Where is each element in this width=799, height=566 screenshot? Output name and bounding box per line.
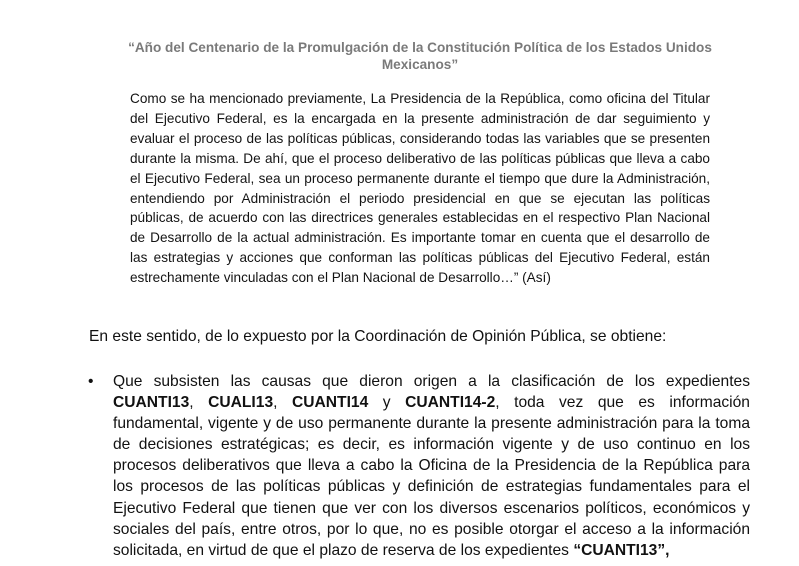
page-header	[100, 39, 740, 73]
intro-paragraph: En este sentido, de lo expuesto por la Coordinación de Opinión Pública, se obtiene:	[89, 328, 667, 345]
code-cuanti13: CUANTI13	[113, 394, 190, 412]
code-cuanti14: CUANTI14	[292, 394, 369, 412]
header-line-1: “Año del Centenario de la Promulgación de la Constitución Política de los Estados Unidos	[128, 40, 712, 55]
bullet-paragraph	[113, 371, 750, 561]
bullet-separator-2: ,	[273, 394, 292, 412]
bullet-marker: •	[88, 373, 94, 390]
header-line-2: Mexicanos”	[381, 57, 459, 72]
bullet-text-part-1: Que subsisten las causas que dieron origen a la clasificación de los expedientes	[113, 373, 750, 390]
bullet-separator-3: y	[368, 394, 406, 412]
quoted-paragraph: Como se ha mencionado previamente, La Presidencia de la República, como oficina del Titular del Ejecutivo Federal, es la encargada en la presente administración de dar seguimiento y evaluar el proceso de las políticas públicas, considerando todas las variables que se presenten durante la misma. De ahí, que el proceso deliberativo de las políticas públicas que lleva a cabo el Ejecutivo Federal, sea un proceso permanente durante el tiempo que dure la Administración, entendiendo por Administración el periodo presidencial en que se ejecutan las políticas públicas, de acuerdo con las directrices generales establecidas en el respectivo Plan Nacional de Desarrollo de la actual administración. Es importante tomar en cuenta que el desarrollo de las estrategias y acciones que conforman las políticas públicas del Ejecutivo Federal, están estrechamente vinculadas con el Plan Nacional de Desarrollo…” (Así)	[130, 91, 710, 286]
code-cuali13: CUALI13	[208, 394, 274, 412]
bullet-text-part-2: , toda vez que es información fundamental, vigente y de uso permanente durante la presente administración para la toma de decisiones estratégicas; es decir, es información vigente y de uso continuo en los procesos deliberativos que lleva a cabo la Oficina de la Presidencia de la República para los procesos de las políticas públicas y definición de estrategias fundamentales para el Ejecutivo Federal que tienen que ver con los diversos escenarios políticos, económicos y sociales del país, entre otros, por lo que, no es posible otorgar el acceso a la información solicitada, en virtud de que el plazo de reserva de los expedientes	[113, 394, 750, 559]
code-cuanti14-2: CUANTI14-2	[405, 394, 496, 412]
bullet-separator-1: ,	[189, 394, 209, 412]
code-cuanti13-quoted: “CUANTI13”,	[573, 541, 670, 559]
